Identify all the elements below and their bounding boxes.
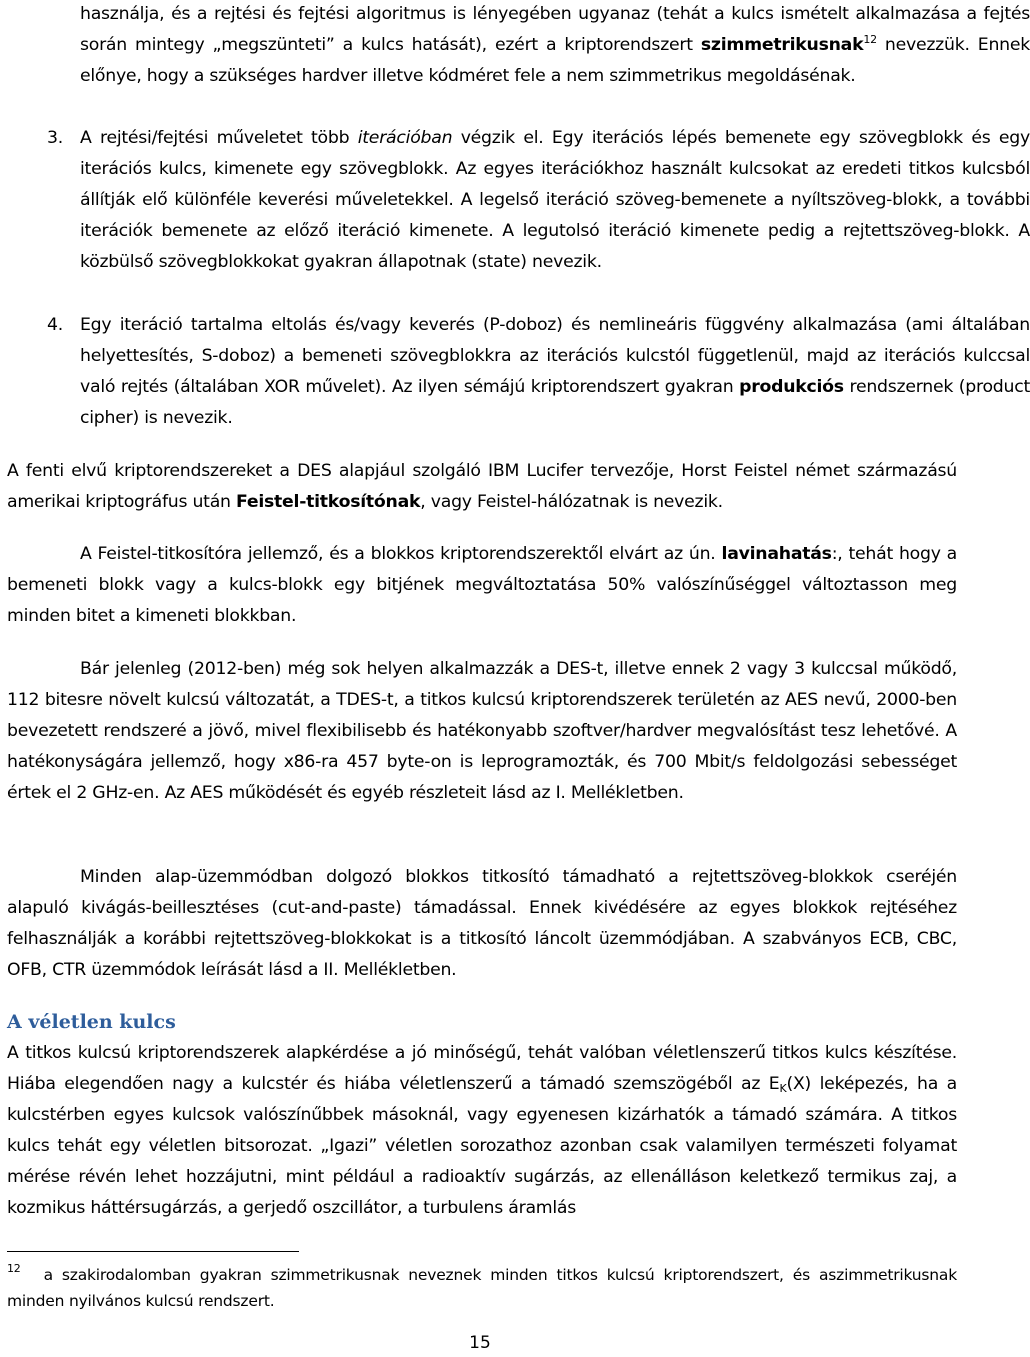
- list-item-4: [7, 310, 1030, 434]
- text-run: , vagy Feistel-hálózatnak is nevezik.: [420, 492, 723, 512]
- term-symmetric: szimmetrikusnak: [700, 35, 864, 55]
- list-number: 3.: [47, 128, 63, 148]
- term-product: produkciós: [739, 377, 844, 397]
- term-avalanche: lavinahatás: [721, 544, 832, 564]
- text-run: A fenti elvű kriptorendszereket a DES alapjául szolgáló IBM Lucifer tervezője, Horst Feistel német származású amerikai kriptográfus után: [7, 461, 957, 512]
- paragraph-aes: Bár jelenleg (2012-ben) még sok helyen alkalmazzák a DES-t, illetve ennek 2 vagy 3 kulccsal működő, 112 bitesre növelt kulcsú változatát, a TDES-t, a titkos kulcsú kriptorendszerek területén az AES nevű, 2000-ben bevezetett rendszeré a jövő, mivel flexibilisebb és hatékonyabb szoftver/hardver megvalósítást tesz lehetővé. A hatékonyságára jellemző, hogy x86-ra 457 byte-on is leprogramozták, és 700 Mbit/s feldolgozási sebességet értek el 2 GHz-en. Az AES működését és egyéb részleteit lásd az I. Mellékletben.: [7, 659, 957, 803]
- paragraph-cut-and-paste: Minden alap-üzemmódban dolgozó blokkos titkosító támadható a rejtettszöveg-blokkok cseréjén alapuló kivágás-beillesztéses (cut-and-paste) támadással. Ennek kivédésére az egyes blokkok rejtéséhez felhasználják a korábbi rejtettszöveg-blokkokat is a titkosító láncolt üzemmódjában. A szabványos ECB, CBC, OFB, CTR üzemmódok leírását lásd a II. Mellékletben.: [7, 867, 957, 980]
- list-number: 4.: [47, 315, 63, 335]
- paragraph-avalanche: [7, 539, 957, 632]
- text-run: használja, és a rejtési és fejtési algoritmus is lényegében ugyanaz (tehát a kulcs ismételt alkalmazása a fejtés során mintegy „megszünteti” a kulcs hatását), ezért a kriptorendszert: [80, 4, 1030, 55]
- footnote-divider: [7, 1251, 299, 1252]
- text-run: Egy iteráció tartalma eltolás és/vagy keverés (P-doboz) és nemlineáris függvény alkalmazása (ami általában helyettesítés, S-doboz) a bemeneti szövegblokkra az iterációs kulcstól függetlenül, majd az iterációs kulccsal való rejtés (általában XOR művelet). Az ilyen sémájú kriptorendszert gyakran: [80, 315, 1030, 397]
- subscript-k: K: [779, 1082, 787, 1095]
- text-run: nevezzük. Ennek előnye, hogy a szükséges hardver illetve kódméret fele a nem szimmetrikus megoldásénak.: [80, 35, 1030, 86]
- term-feistel: Feistel-titkosítónak: [236, 492, 421, 512]
- text-run: :, tehát hogy a bemeneti blokk vagy a kulcs-blokk egy bitjének megváltoztatása 50% valószínűséggel változtasson meg minden bitet a kimeneti blokkban.: [7, 544, 957, 626]
- text-run: rendszernek (product cipher) is nevezik.: [80, 377, 1030, 428]
- footnote-ref-12[interactable]: 12: [863, 33, 877, 46]
- text-run: (X) leképezés, ha a kulcstérben egyes kulcsok valószínűbbek másoknál, vagy egyenesen kizárhatók a támadó számára. A titkos kulcs tehát egy véletlen bitsorozat. „Igazi” véletlen sorozathoz azonban csak valamilyen természeti folyamat mérése révén lehet hozzájutni, mint például a radioaktív sugárzás, az ellenálláson keletkező termikus zaj, a kozmikus háttérsugárzás, a gerjedő oszcillátor, a turbulens áramlás: [7, 1074, 957, 1218]
- footnote-mark: 12: [7, 1262, 21, 1275]
- list-item-3: [7, 123, 1030, 278]
- text-run: A Feistel-titkosítóra jellemző, és a blokkos kriptorendszerektől elvárt az ún.: [80, 544, 722, 564]
- text-run: A rejtési/fejtési műveletet több: [80, 128, 358, 148]
- text-run: végzik el. Egy iterációs lépés bemenete egy szövegblokk és egy iterációs kulcs, kimenete egy szövegblokk. Az egyes iterációkhoz használt kulcsokat az eredeti titkos kulcsból állítják elő különféle keverési műveletekkel. A legelső iteráció szöveg-bemenete a nyíltszöveg-blokk, a további iterációk bemenete az előző iteráció kimenete. A legutolsó iteráció kimenete pedig a rejtettszöveg-blokk. A közbülső szövegblokkokat gyakran állapotnak (state) nevezik.: [80, 128, 1030, 272]
- footnote-text: a szakirodalomban gyakran szimmetrikusnak neveznek minden titkos kulcsú kriptorendszert, és aszimmetrikusnak minden nyilvános kulcsú rendszert.: [7, 1266, 957, 1310]
- paragraph-random-key: [7, 1038, 957, 1224]
- paragraph-feistel: [7, 456, 957, 518]
- section-heading: A véletlen kulcs: [7, 1011, 176, 1033]
- page-number: 15: [469, 1333, 491, 1353]
- footnote-12: [7, 1262, 957, 1314]
- list-item-2-continuation: [7, 0, 1030, 92]
- text-run: A titkos kulcsú kriptorendszerek alapkérdése a jó minőségű, tehát valóban véletlenszerű titkos kulcs készítése. Hiába elegendően nagy a kulcstér és hiába véletlenszerű a támadó szemszögéből az E: [7, 1043, 957, 1094]
- term-iteration: iterációban: [357, 128, 453, 148]
